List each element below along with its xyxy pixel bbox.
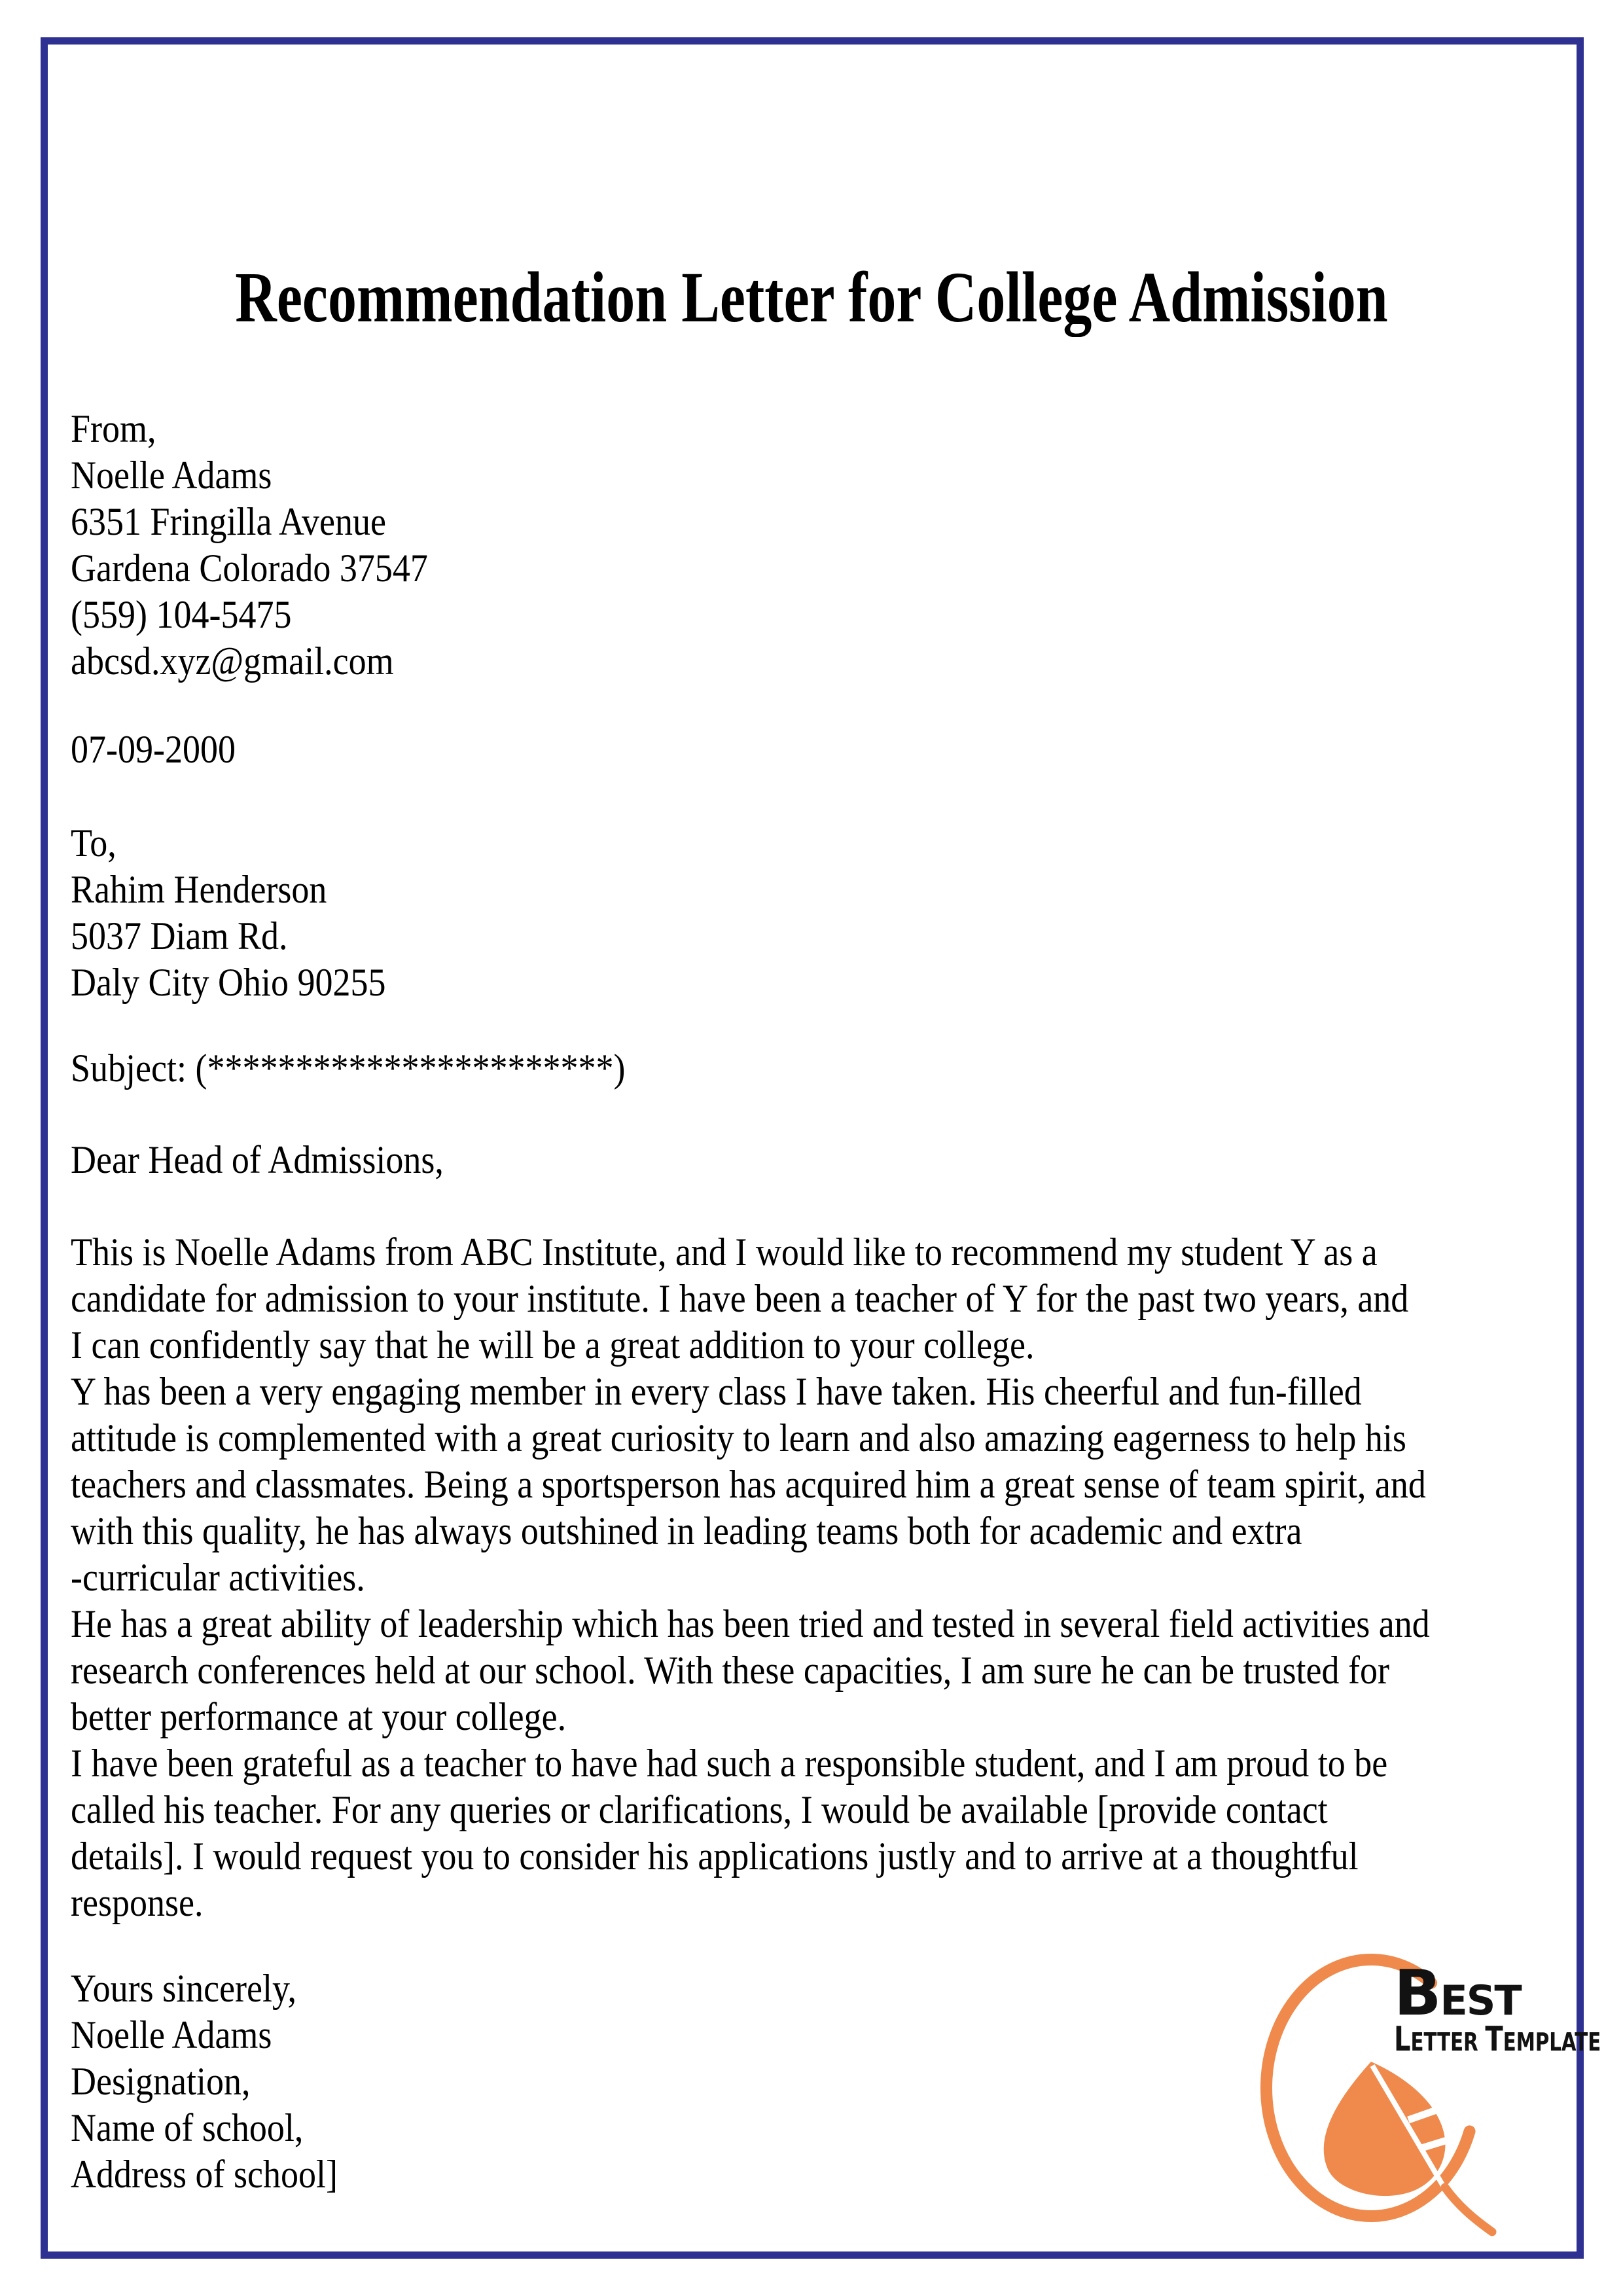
recipient-block [71, 820, 386, 1006]
salutation: Dear Head of Admissions, [71, 1138, 444, 1181]
body-line: called his teacher. For any queries or clarifications, I would be available [provide contact [71, 1788, 1328, 1831]
logo-template-rest2: EMPLATE [1503, 2028, 1601, 2056]
body-line: attitude is complemented with a great curiosity to learn and also amazing eagerness to help his [71, 1416, 1406, 1460]
recipient-label: To, [71, 821, 116, 865]
body-line: teachers and classmates. Being a sportsperson has acquired him a great sense of team spirit, and [71, 1463, 1426, 1506]
letter-body [71, 1229, 1430, 1926]
body-line: response. [71, 1881, 204, 1924]
body-line: better performance at your college. [71, 1695, 567, 1738]
closing-valediction: Yours sincerely, [71, 1967, 296, 2010]
logo-template-rest1: ETTER [1410, 2028, 1478, 2056]
body-line: I have been grateful as a teacher to have had such a responsible student, and I am proud to be [71, 1742, 1388, 1785]
sender-label: From, [71, 407, 156, 450]
subject-line: Subject: (***********************) [71, 1047, 626, 1090]
logo-template-initial2: T [1485, 2020, 1503, 2059]
body-line: details]. I would request you to consider his applications justly and to arrive at a thoughtful [71, 1835, 1359, 1878]
recipient-address-line1: 5037 Diam Rd. [71, 914, 288, 958]
page-title: Recommendation Letter for College Admission [235, 257, 1388, 337]
recipient-name: Rahim Henderson [71, 868, 327, 911]
sender-address-line1: 6351 Fringilla Avenue [71, 500, 386, 543]
logo-wordmark-letter-template [1394, 2022, 1601, 2064]
sender-phone: (559) 104-5475 [71, 593, 292, 636]
closing-block [71, 1965, 338, 2198]
body-line: I can confidently say that he will be a great addition to your college. [71, 1323, 1035, 1367]
body-line: candidate for admission to your institute. I have been a teacher of Y for the past two years, and [71, 1277, 1409, 1320]
recipient-address-line2: Daly City Ohio 90255 [71, 961, 386, 1004]
logo-best-rest: EST [1440, 1977, 1521, 2024]
body-line: with this quality, he has always outshined in leading teams both for academic and extra [71, 1509, 1302, 1552]
sender-name: Noelle Adams [71, 454, 272, 497]
closing-school-name: Name of school, [71, 2106, 304, 2149]
body-line: This is Noelle Adams from ABC Institute, and I would like to recommend my student Y as a [71, 1230, 1378, 1274]
body-line: He has a great ability of leadership which has been tried and tested in several field activities and [71, 1602, 1430, 1645]
closing-school-address: Address of school] [71, 2153, 338, 2196]
sender-block [71, 406, 428, 685]
body-line: Y has been a very engaging member in every class I have taken. His cheerful and fun-filled [71, 1370, 1362, 1413]
closing-name: Noelle Adams [71, 2013, 272, 2056]
closing-designation: Designation, [71, 2060, 251, 2103]
sender-email: abcsd.xyz@gmail.com [71, 639, 394, 683]
logo-template-initial1: L [1394, 2020, 1411, 2059]
body-line: research conferences held at our school. With these capacities, I am sure he can be trusted for [71, 1649, 1389, 1692]
sender-address-line2: Gardena Colorado 37547 [71, 547, 428, 590]
logo-best-initial: B [1394, 1958, 1440, 2030]
date-line: 07-09-2000 [71, 728, 236, 771]
body-line: -curricular activities. [71, 1556, 365, 1599]
